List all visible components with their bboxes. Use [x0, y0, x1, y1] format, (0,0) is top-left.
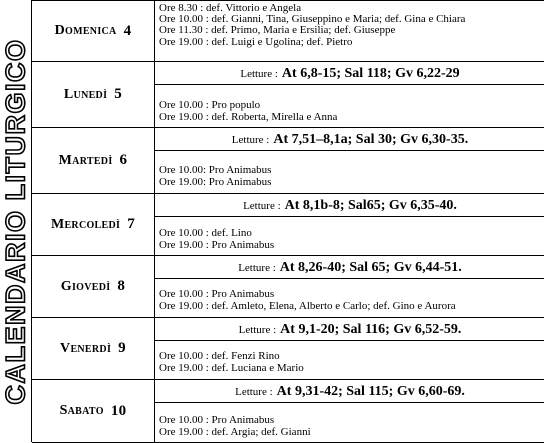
mass-entry: Ore 10.00 : Pro Animabus [159, 288, 275, 300]
mass-entry: Ore 10.00 : def. Fenzi Rino [159, 350, 280, 362]
mass-entry: Ore 10.00 : def. Gianni, Tina, Giuseppino e Maria; def. Gina e Chiara [159, 13, 466, 26]
day-label [32, 380, 155, 442]
day-number: 9 [118, 340, 126, 356]
mass-list [159, 351, 544, 374]
day-number: 6 [119, 152, 128, 168]
readings-text: At 7,51–8,1a; Sal 30; Gv 6,30-35. [273, 132, 469, 147]
mass-list [159, 415, 544, 438]
day-row-domenica [32, 1, 544, 62]
mass-entry: Ore 10.00 : def. Lino [159, 227, 252, 239]
day-number: 5 [114, 86, 123, 102]
calendar-vertical-title [0, 0, 31, 442]
calendar-title-text: CALENDARIO LITURGICO [0, 38, 31, 404]
readings-text: At 9,31-42; Sal 115; Gv 6,60-69. [276, 384, 465, 399]
mass-entry: Ore 19.00 : Pro Animabus [159, 238, 275, 251]
day-label [32, 128, 155, 193]
day-row-lunedi [32, 62, 544, 128]
readings-line [155, 256, 544, 279]
mass-list [159, 100, 544, 123]
mass-entry: Ore 10.00: Pro Animabus [159, 164, 272, 176]
readings-label: Letture : [235, 386, 273, 398]
liturgical-calendar-table [31, 0, 544, 442]
day-name: Mercoledì [50, 216, 121, 232]
mass-entry: Ore 8.30 : def. Vittorio e Angela [159, 2, 302, 14]
day-name: Venerdì [60, 340, 112, 356]
mass-entry: Ore 19.00 : def. Luigi e Ugolina; def. Pietro [159, 35, 353, 48]
mass-list [159, 228, 544, 251]
mass-entry: Ore 19.00 : def. Amleto, Elena, Alberto e Carlo; def. Gino e Aurora [159, 299, 456, 312]
day-content [155, 62, 544, 127]
readings-label: Letture : [231, 134, 270, 146]
readings-text: At 8,1b-8; Sal65; Gv 6,35-40. [284, 198, 457, 213]
readings-line [155, 194, 544, 217]
day-name: Domenica [54, 23, 117, 38]
day-content [155, 128, 544, 193]
readings-label: Letture : [240, 68, 278, 80]
readings-text: At 8,26-40; Sal 65; Gv 6,44-51. [279, 260, 462, 275]
day-content [155, 194, 544, 255]
mass-list [159, 289, 544, 312]
mass-entry: Ore 11.30 : def. Primo, Maria e Ersilia; def. Giuseppe [159, 24, 396, 37]
readings-line [155, 380, 544, 403]
day-name: Martedì [58, 152, 113, 168]
day-row-mercoledi [32, 194, 544, 256]
readings-text: At 9,1-20; Sal 116; Gv 6,52-59. [280, 322, 462, 337]
day-name: Lunedì [63, 86, 108, 102]
mass-entry: Ore 19.00 : def. Argia; def. Gianni [159, 425, 311, 438]
mass-entry: Ore 19.00 : def. Roberta, Mirella e Anna [159, 110, 338, 123]
day-label [32, 1, 155, 61]
mass-entry: Ore 19.00 : def. Luciana e Mario [159, 361, 304, 374]
day-label [32, 318, 155, 379]
readings-label: Letture : [243, 200, 281, 212]
day-row-sabato [32, 380, 544, 443]
mass-list [159, 165, 544, 188]
readings-label: Letture : [238, 324, 277, 336]
mass-entry: Ore 10.00 : Pro populo [159, 99, 261, 111]
day-number: 8 [117, 278, 126, 294]
day-number: 7 [127, 216, 136, 232]
day-row-venerdi [32, 318, 544, 380]
day-label [32, 194, 155, 255]
day-label [32, 256, 155, 317]
day-content [155, 1, 544, 61]
day-name: Giovedì [60, 278, 111, 294]
day-number: 10 [110, 402, 127, 419]
day-row-giovedi [32, 256, 544, 318]
readings-line [155, 62, 544, 85]
day-label [32, 62, 155, 127]
day-number: 4 [123, 22, 132, 39]
day-content [155, 318, 544, 379]
readings-text: At 6,8-15; Sal 118; Gv 6,22-29 [281, 66, 460, 81]
mass-entry: Ore 19.00: Pro Animabus [159, 175, 272, 188]
day-content [155, 256, 544, 317]
mass-list [159, 3, 544, 48]
day-name: Sabato [59, 403, 104, 418]
readings-label: Letture : [238, 262, 276, 274]
readings-line [155, 318, 544, 341]
readings-line [155, 128, 544, 151]
day-content [155, 380, 544, 442]
day-row-martedi [32, 128, 544, 194]
mass-entry: Ore 10.00 : Pro Animabus [159, 414, 275, 426]
